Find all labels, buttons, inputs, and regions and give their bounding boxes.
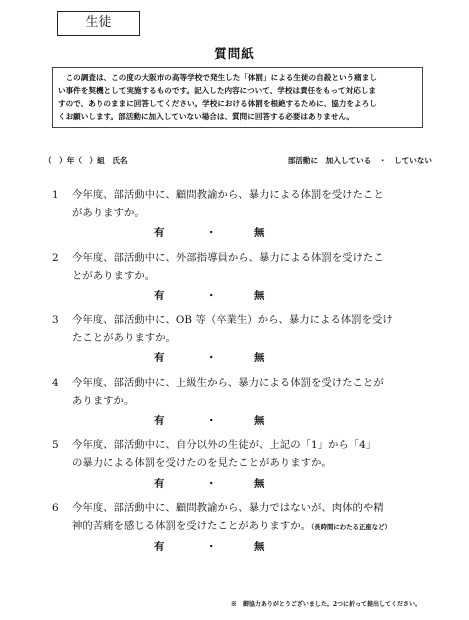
answer-yes[interactable]: 有 — [154, 227, 165, 239]
answer-no[interactable]: 無 — [254, 415, 265, 427]
answer-separator: ・ — [206, 541, 217, 553]
question-number: 1 — [52, 189, 59, 201]
answer-no[interactable]: 無 — [254, 541, 265, 553]
answer-choice-1[interactable] — [154, 224, 314, 239]
question-text: 今年度、部活動中に、顧問教諭から、暴力ではないが、肉体的や精 — [72, 502, 384, 514]
question-6 — [52, 499, 424, 536]
footer-note: ※ 御協力ありがとうございました。2つに折って提出してください。 — [230, 601, 421, 608]
answer-choice-4[interactable] — [154, 412, 314, 427]
question-number: 2 — [52, 252, 59, 264]
page-title: 質問紙 — [214, 46, 255, 61]
answer-choice-3[interactable] — [154, 349, 314, 364]
question-text: 今年度、部活動中に、顧問教諭から、暴力による体罰を受けたこと — [72, 189, 384, 201]
intro-line: くお願いします。部活動に加入していない場合は、質問に回答する必要はありません。 — [58, 112, 354, 121]
question-text: 今年度、部活動中に、上級生から、暴力による体罰を受けたことが — [72, 377, 384, 389]
answer-choice-5[interactable] — [154, 475, 314, 490]
intro-box — [52, 67, 423, 128]
intro-line: すので、ありのままに回答してください。学校における体罰を根絶するために、協力をよろし — [58, 99, 377, 108]
answer-separator: ・ — [206, 415, 217, 427]
question-number: 6 — [52, 502, 59, 514]
answer-separator: ・ — [206, 352, 217, 364]
question-text: 今年度、部活動中に、自分以外の生徒が、上記の「1」から「4」 — [72, 439, 377, 451]
question-text: 神的苦痛を感じる体罰を受けたことがありますか。 — [72, 520, 311, 532]
intro-line: この調査は、この度の大阪市の高等学校で発生した「体罰」による生徒の自殺という痛まし — [65, 73, 377, 82]
answer-separator: ・ — [206, 227, 217, 239]
answer-yes[interactable]: 有 — [154, 478, 165, 490]
question-text: 今年度、部活動中に、外部指導員から、暴力による体罰を受けたこ — [72, 252, 384, 264]
answer-yes[interactable]: 有 — [154, 415, 165, 427]
answer-yes[interactable]: 有 — [154, 352, 165, 364]
answer-separator: ・ — [206, 290, 217, 302]
class-name-field[interactable]: （ ）年（ ）組 氏名 — [44, 156, 128, 165]
answer-separator: ・ — [206, 478, 217, 490]
question-text: の暴力による体罰を受けたのを見たことがありますか。 — [72, 457, 332, 469]
question-number: 3 — [52, 314, 59, 326]
question-text: 今年度、部活動中に、OB 等（卒業生）から、暴力による体罰を受け — [72, 314, 393, 326]
respondent-type-label: 生徒 — [57, 11, 140, 36]
answer-choice-2[interactable] — [154, 287, 314, 302]
question-note: （長時間にわたる正座など） — [310, 523, 391, 531]
question-text: ありますか。 — [72, 395, 135, 407]
question-1 — [52, 186, 424, 222]
answer-yes[interactable]: 有 — [154, 290, 165, 302]
question-2 — [52, 249, 424, 285]
question-text: とがありますか。 — [72, 270, 156, 282]
answer-yes[interactable]: 有 — [154, 541, 165, 553]
answer-no[interactable]: 無 — [254, 478, 265, 490]
question-text: たことがありますか。 — [72, 332, 176, 344]
question-5 — [52, 436, 424, 472]
question-3 — [52, 311, 424, 347]
question-number: 5 — [52, 439, 59, 451]
answer-no[interactable]: 無 — [254, 227, 265, 239]
intro-line: い事件を契機として実施するものです。記入した内容について、学校は責任をもって対応しま — [58, 86, 377, 95]
answer-choice-6[interactable] — [154, 538, 314, 553]
question-text: がありますか。 — [72, 207, 145, 219]
answer-no[interactable]: 無 — [254, 352, 265, 364]
club-membership-choice[interactable]: 部活動に 加入している ・ していない — [287, 156, 432, 165]
answer-no[interactable]: 無 — [254, 290, 265, 302]
question-number: 4 — [52, 377, 59, 389]
question-4 — [52, 374, 424, 410]
